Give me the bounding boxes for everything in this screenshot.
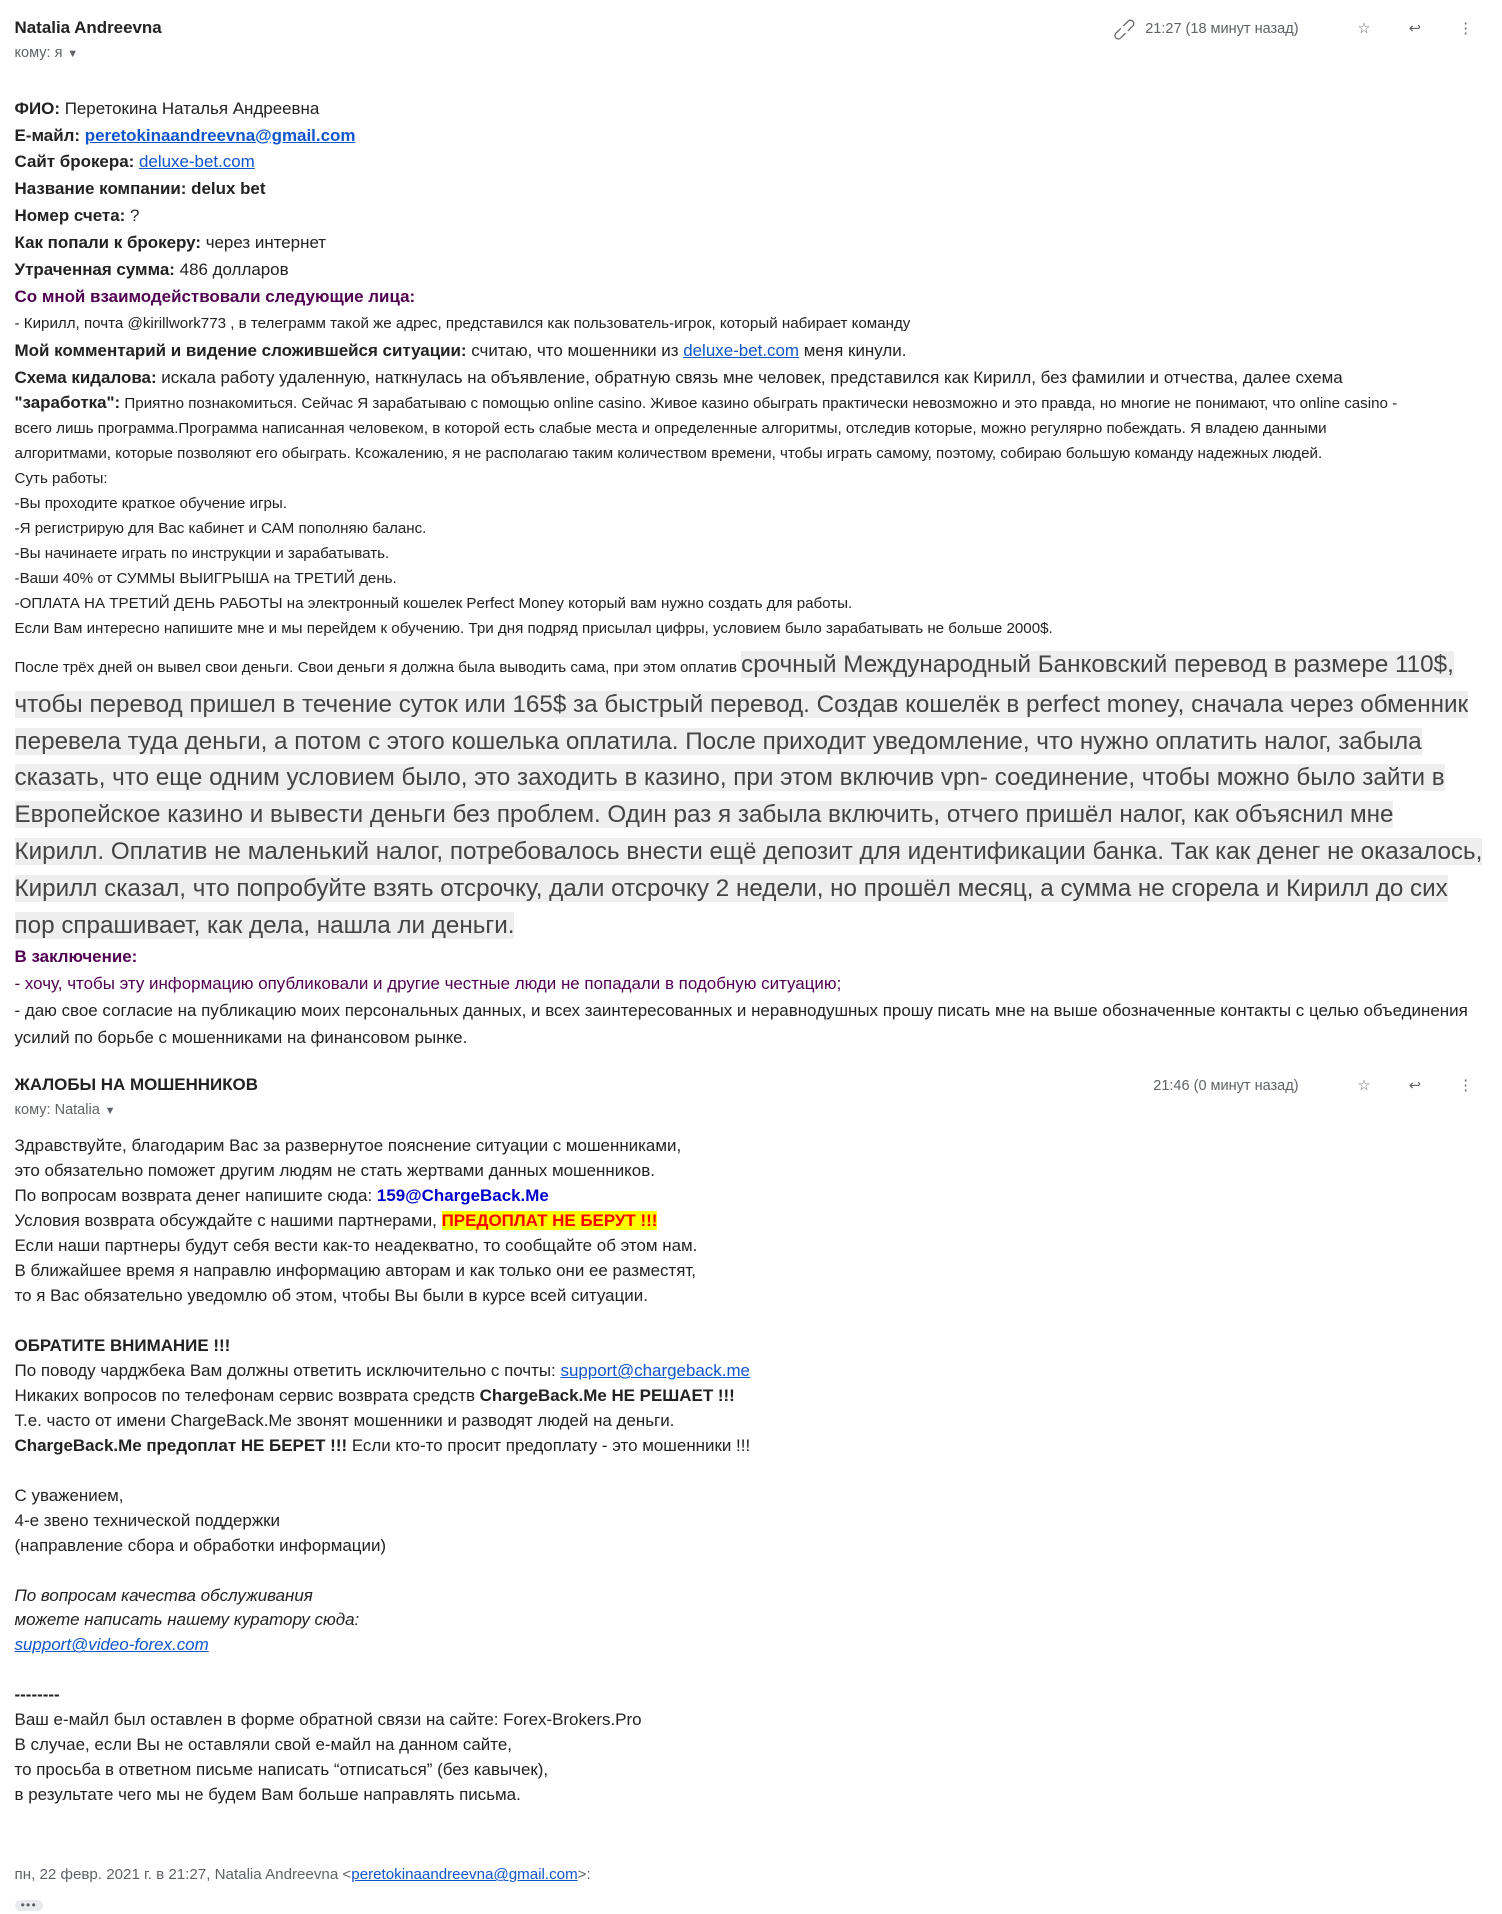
warning-highlight: ПРЕДОПЛАТ НЕ БЕРУТ !!!	[441, 1211, 658, 1231]
text-line: По вопросам возврата денег напишите сюда: 159@ChargeBack.Me	[14, 1186, 549, 1206]
email-link[interactable]: peretokinaandreevna@gmail.com	[84, 125, 356, 145]
field-company: Название компании: delux bet	[14, 179, 266, 199]
text-line: Если наши партнеры будут себя вести как-то неадекватно, то сообщайте об этом нам.	[14, 1236, 698, 1256]
text-line: В ближайшее время я направлю информацию авторам и как только они ее разместят,	[14, 1261, 697, 1281]
signature-line: 4-е звено технической поддержки	[14, 1510, 281, 1530]
caret-down-icon: ▼	[104, 1104, 116, 1117]
text-line: Т.е. часто от имени ChargeBack.Me звонят мошенники и разводят людей на деньги.	[14, 1410, 675, 1430]
more-vert-icon[interactable]: ⋮	[1458, 1077, 1473, 1094]
recipient-label: кому: Natalia	[14, 1101, 100, 1118]
message-time: 21:46 (0 минут назад)	[1153, 1077, 1299, 1094]
paperclip-icon: ⊂⊃	[1106, 12, 1141, 46]
recipient-label: кому: я	[14, 44, 63, 61]
reply-icon[interactable]: ↩	[1408, 1077, 1421, 1094]
signature-line: (направление сбора и обработки информации)	[14, 1535, 387, 1555]
conclusion-heading: В заключение:	[14, 947, 138, 967]
show-trimmed-content-button[interactable]: •••	[15, 1900, 43, 1911]
scheme-line: -Вы начинаете играть по инструкции и зарабатывать.	[14, 545, 390, 563]
reply-icon[interactable]: ↩	[1408, 21, 1421, 38]
message-2	[0, 1057, 1502, 1914]
comment: Мой комментарий и видение сложившейся ситуации: считаю, что мошенники из deluxe-bet.com меня кинули.	[14, 340, 907, 360]
text-line: ChargeBack.Me предоплат НЕ БЕРЕТ !!! Если кто-то просит предоплату - это мошенники !!!	[14, 1435, 751, 1455]
separator: --------	[14, 1685, 60, 1705]
contact-email-link[interactable]: 159@ChargeBack.Me	[376, 1186, 549, 1206]
field-site: Сайт брокера: deluxe-bet.com	[14, 152, 255, 172]
footer-line: Ваш е-майл был оставлен в форме обратной связи на сайте: Forex-Brokers.Pro	[14, 1710, 642, 1730]
field-how: Как попали к брокеру: через интернет	[14, 233, 327, 253]
quality-line: По вопросам качества обслуживания	[14, 1585, 313, 1605]
field-account: Номер счета: ?	[14, 206, 140, 226]
text-line: По поводу чарджбека Вам должны ответить исключительно с почты: support@chargeback.me	[14, 1360, 750, 1380]
field-email: Е-майл: peretokinaandreevna@gmail.com	[14, 125, 356, 145]
field-fio: ФИО: Перетокина Наталья Андреевна	[14, 98, 320, 118]
attention-heading: ОБРАТИТЕ ВНИМАНИЕ !!!	[14, 1336, 231, 1355]
text-line: Условия возврата обсуждайте с нашими партнерами, ПРЕДОПЛАТ НЕ БЕРУТ !!!	[14, 1211, 658, 1231]
recipient-toggle[interactable]	[15, 1102, 116, 1118]
message-time: 21:27 (18 минут назад)	[1145, 21, 1299, 38]
support-link[interactable]: support@chargeback.me	[560, 1360, 750, 1380]
sender-name: Natalia Andreevna	[14, 18, 162, 38]
scheme-line: -Ваши 40% от СУММЫ ВЫИГРЫША на ТРЕТИЙ день.	[14, 570, 397, 588]
conclusion-item: - хочу, чтобы эту информацию опубликовали и другие честные люди не попадали в подобную ситуацию;	[14, 974, 842, 994]
persons-heading: Со мной взаимодействовали следующие лица:	[14, 286, 416, 306]
scheme-line: -ОПЛАТА НА ТРЕТИЙ ДЕНЬ РАБОТЫ на электронный кошелек Perfect Money который вам нужно создать для работы.	[14, 595, 853, 613]
comment-link[interactable]: deluxe-bet.com	[683, 340, 800, 360]
sender-name: ЖАЛОБЫ НА МОШЕННИКОВ	[14, 1075, 258, 1095]
caret-down-icon: ▼	[67, 47, 79, 60]
scheme-line: -Вы проходите краткое обучение игры.	[14, 495, 288, 513]
text-line: Здравствуйте, благодарим Вас за развернутое пояснение ситуации с мошенниками,	[14, 1136, 682, 1156]
scheme: Схема кидалова: искала работу удаленную, наткнулась на объявление, обратную связь мне человек, представился как Кирилл, без фамилии и отчества, далее схема	[14, 367, 1343, 387]
scheme-line: -Я регистрирую для Вас кабинет и САМ пополняю баланс.	[14, 520, 427, 538]
story: После трёх дней он вывел свои деньги. Свои деньги я должна была выводить сама, при этом оплатив срочный Международный Банковский перевод в размере 110$, чтобы перевод пришел в течение суток или 165$ за быстрый перевод. Создав кошелёк в perfect money, сначала через обменник перевела туда деньги, а потом с этого кошелька оплатила. После приходит уведомление, что нужно оплатить налог, забыла сказать, что еще одним условием было, это заходить в казино, при этом включив vpn- соединение, чтобы можно было зайти в Европейское казино и вывести деньги без проблем. Один раз я забыла включить, отчего пришёл налог, как объяснил мне Кирилл. Оплатив не маленький налог, потребовалось внести ещё депозит для идентификации банка. Так как денег не оказалось, Кирилл сказал, что попробуйте взять отсрочку, дали отсрочку 2 недели, но прошёл месяц, а сумма не сгорела и Кирилл до сих пор спрашивает, как дела, нашла ли деньги.	[14, 650, 1483, 939]
conclusion-item: - даю свое согласие на публикацию моих персональных данных, и всех заинтересованных и неравнодушных прошу писать мне на выше обозначенные контакты с целью объединения усилий по борьбе с мошенниками на финансовом рынке.	[14, 1001, 1468, 1048]
message-header	[0, 1057, 1502, 1130]
site-link[interactable]: deluxe-bet.com	[138, 152, 255, 172]
text-line: то я Вас обязательно уведомлю об этом, чтобы Вы были в курсе всей ситуации.	[14, 1286, 648, 1306]
text-line: это обязательно поможет другим людям не стать жертвами данных мошенников.	[14, 1161, 655, 1181]
recipient-toggle[interactable]	[15, 45, 79, 61]
quality-line: можете написать нашему куратору сюда:	[14, 1610, 360, 1630]
quote-email-link[interactable]: peretokinaandreevna@gmail.com	[351, 1866, 578, 1884]
scheme-line: алгоритмами, которые позволяют его обыграть. Ксожалению, я не располагаю таким количеством времени, чтобы играть самому, поэтому, собираю большую команду надежных людей.	[14, 445, 1323, 463]
field-lost: Утраченная сумма: 486 долларов	[14, 260, 289, 280]
story-highlight: срочный Международный Банковский перевод в размере 110$, чтобы перевод пришел в течение суток или 165$ за быстрый перевод. Создав кошелёк в perfect money, сначала через обменник перевела туда деньги, а потом с этого кошелька оплатила. После приходит уведомление, что нужно оплатить налог, забыла сказать, что еще одним условием было, это заходить в казино, при этом включив vpn- соединение, чтобы можно было зайти в Европейское казино и вывести деньги без проблем. Один раз я забыла включить, отчего пришёл налог, как объяснил мне Кирилл. Оплатив не маленький налог, потребовалось внести ещё депозит для идентификации банка. Так как денег не оказалось, Кирилл сказал, что попробуйте взять отсрочку, дали отсрочку 2 недели, но прошёл месяц, а сумма не сгорела и Кирилл до сих пор спрашивает, как дела, нашла ли деньги.	[14, 650, 1483, 939]
quote-header: пн, 22 февр. 2021 г. в 21:27, Natalia Andreevna <peretokinaandreevna@gmail.com>:	[14, 1866, 591, 1884]
signature-line: С уважением,	[14, 1485, 124, 1505]
scheme-line: "заработка": Приятно познакомиться. Сейчас Я зарабатываю с помощью online casino. Живое казино обыграть практически невозможно и это правда, но многие не понимают, что online casino -	[14, 393, 1398, 413]
text-line: Никаких вопросов по телефонам сервис возврата средств ChargeBack.Me НЕ РЕШАЕТ !!!	[14, 1385, 735, 1405]
footer-line: В случае, если Вы не оставляли свой е-майл на данном сайте,	[14, 1735, 512, 1755]
curator-link[interactable]: support@video-forex.com	[14, 1635, 209, 1655]
footer-line: то просьба в ответном письме написать “отписаться” (без кавычек),	[14, 1760, 549, 1780]
footer-line: в результате чего мы не будем Вам больше направлять письма.	[14, 1785, 521, 1805]
more-vert-icon[interactable]: ⋮	[1458, 21, 1473, 38]
scheme-line: Суть работы:	[14, 470, 108, 488]
star-icon[interactable]: ☆	[1357, 21, 1371, 38]
message-header	[0, 0, 1502, 73]
scheme-line: Если Вам интересно напишите мне и мы перейдем к обучению. Три дня подряд присылал цифры, условием было зарабатывать не больше 2000$.	[14, 620, 1053, 638]
scheme-line: всего лишь программа.Программа написанная человеком, в которой есть слабые места и определенные алгоритмы, отследив которые, можно регулярно побеждать. Я владею данными	[14, 420, 1327, 438]
persons-text: - Кирилл, почта @kirillwork773 , в телеграмм такой же адрес, представился как пользователь-игрок, который набирает команду	[14, 314, 911, 332]
star-icon[interactable]: ☆	[1357, 1077, 1371, 1094]
